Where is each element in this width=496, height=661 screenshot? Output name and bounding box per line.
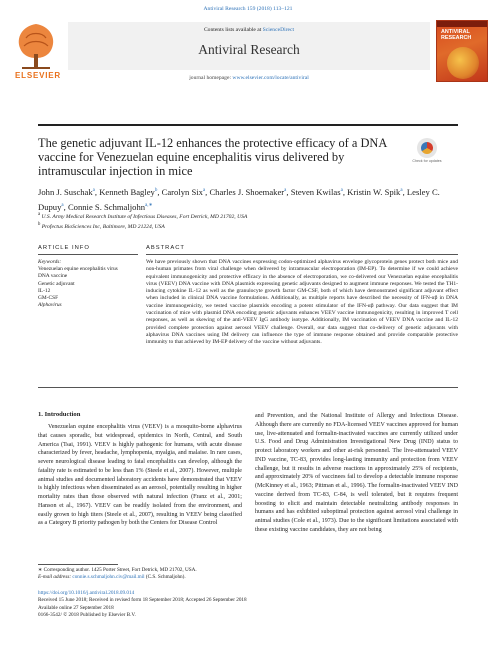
affiliation-item <box>38 211 458 221</box>
received-dates: Received 15 June 2018; Received in revised form 18 September 2018; Accepted 26 September 2018 <box>38 597 247 604</box>
affiliation-text: Profectus BioSciences Inc, Baltimore, MD 21224, USA <box>40 223 165 230</box>
journal-title: Antiviral Research <box>198 42 300 57</box>
email-label: E-mail address: <box>38 574 73 580</box>
email-link[interactable]: connie.s.schmaljohn.civ@mail.mil <box>72 574 145 580</box>
keyword-item: DNA vaccine <box>38 273 68 280</box>
keywords-label: Keywords: <box>38 259 62 265</box>
contents-line <box>68 27 430 33</box>
corresponding-author-note: ∗ Corresponding author. 1425 Porter Street, Fort Detrick, MD 21702, USA. <box>38 567 197 573</box>
footnotes <box>38 567 338 581</box>
header-divider <box>38 124 458 126</box>
crossmark-icon[interactable] <box>417 138 437 158</box>
abstract-heading: ABSTRACT <box>146 245 185 251</box>
author-affiliation-marker[interactable]: a <box>202 188 206 193</box>
author-affiliation-marker[interactable]: b <box>154 188 158 193</box>
intro-paragraph-left: Venezuelan equine encephalitis virus (VEEV) is a mosquito-borne alphavirus that causes sporadic, but widespread, epidemics in North, Central, and South America (Tsai, 1991). VEEV is highly pathogenic for humans, with acute disease characterized by fever, headache, lymphopenia, myalgia, and malaise. In rare cases, severe neurological disease leading to fatal encephalitis can develop, although the fatality rate is estimated to be less than 1% (Steele et al., 2007). However, multiple animal studies and documented laboratory accidents have demonstrated that VEEV is highly infectious when disseminated as an aerosol, potentially resulting in higher mortality rates than those observed with natural infection (Franz et al., 2001; Hanson et al., 1967). VEEV can be readily isolated from the environment, and easily grown to high titers (Steele et al., 2007), resulting in VEEV being classified as a Category B priority pathogen by both the Centers for Disease Control <box>38 424 242 527</box>
affiliation-text: U.S. Army Medical Research Institute of Infectious Diseases, Fort Detrick, MD 21702, USA <box>40 213 248 220</box>
author-name[interactable]: Kenneth Bagley <box>99 186 155 197</box>
author-separator: , <box>205 186 210 197</box>
author-affiliation-marker[interactable]: a <box>340 188 343 193</box>
journal-homepage-line <box>68 75 430 81</box>
masthead-banner <box>68 22 430 70</box>
journal-masthead <box>8 18 488 88</box>
keyword-item: Alphavirus <box>38 302 62 309</box>
keywords-list <box>38 266 138 309</box>
author-affiliation-marker[interactable]: a,∗ <box>145 202 153 208</box>
author-separator: , <box>157 186 162 197</box>
intro-paragraph-right: and Prevention, and the National Institute of Allergy and Infectious Disease. Although there are currently no FDA-licensed VEEV vaccines approved for human use, live-attenuated and formalin-inactivated vaccines are currently utilized under U.S. Food and Drug Administration Investigational New Drug (IND) status to protect laboratory workers and other at-risk personnel. The live-attenuated VEEV IND vaccine, TC-83, provides long-lasting immunity and protection from VEEV challenge, but it results in adverse reactions in approximately 25% of recipients, and approximately 20% of vaccinees fail to develop a detectable immune response (McKinney et al., 1963; Pittman et al., 1996). The formalin-inactivated VEEV IND vaccine derived from TC-83, C-84, is well tolerated, but it requires frequent boosting to elicit and maintain detectable neutralizing antibody responses in humans and has exhibited suboptimal protection against aerosol viral challenge in animal studies (Cole et al., 1973). Due to the significant limitations associated with these existing vaccine candidates, they are not being <box>255 413 458 533</box>
footnote-rule <box>38 564 118 565</box>
cover-top-bar <box>437 21 487 27</box>
doi-link[interactable]: https://doi.org/10.1016/j.antiviral.2018.09.014 <box>38 590 135 596</box>
author-name[interactable]: Carolyn Six <box>161 186 203 197</box>
author-name[interactable]: Steven Kwilas <box>290 186 341 197</box>
author-separator: , <box>402 186 407 197</box>
affiliation-marker: b <box>38 221 41 227</box>
publication-info <box>38 590 338 620</box>
author-affiliation-marker[interactable]: a <box>400 188 403 193</box>
keyword-item: Venezuelan equine encephalitis virus <box>38 266 118 273</box>
author-separator: , <box>63 201 68 212</box>
author-separator: , <box>286 186 291 197</box>
author-name[interactable]: Kristin W. Spik <box>347 186 401 197</box>
email-suffix: (C.S. Schmaljohn). <box>144 574 186 580</box>
contents-prefix: Contents lists available at <box>203 27 263 33</box>
cover-title: ANTIVIRAL RESEARCH <box>441 29 472 41</box>
author-name[interactable]: John J. Suschak <box>38 186 93 197</box>
affiliation-list <box>38 211 458 231</box>
publisher-wordmark: ELSEVIER <box>15 71 61 80</box>
author-list <box>38 184 458 214</box>
journal-reference-link[interactable]: Antiviral Research 159 (2018) 113–121 <box>203 6 293 12</box>
abstract-bottom-rule <box>38 387 458 388</box>
affiliation-marker: a <box>38 212 41 217</box>
cover-artwork <box>447 47 479 79</box>
abstract-rule <box>146 254 458 255</box>
author-affiliation-marker[interactable]: a <box>92 188 95 193</box>
author-affiliation-marker[interactable]: a <box>284 188 287 193</box>
author-name[interactable]: Charles J. Shoemaker <box>209 186 285 197</box>
crossmark-badge <box>421 142 433 154</box>
author-separator: , <box>94 186 100 197</box>
keyword-item: Genetic adjuvant <box>38 280 75 287</box>
article-title: The genetic adjuvant IL-12 enhances the protective efficacy of a DNA vaccine for Venezuelan equine encephalitis virus delivered by intramuscular injection in mice <box>38 136 388 178</box>
author-affiliation-marker[interactable]: a <box>61 202 64 208</box>
keywords-block <box>38 259 138 309</box>
journal-cover-thumbnail[interactable] <box>436 20 488 82</box>
available-online: Available online 27 September 2018 <box>38 604 114 611</box>
journal-reference <box>0 6 496 12</box>
author-separator: , <box>342 186 348 197</box>
elsevier-tree-logo-icon <box>8 18 64 74</box>
email-line <box>38 574 338 581</box>
article-info-rule <box>38 254 138 255</box>
abstract-text: We have previously shown that DNA vaccines expressing codon-optimized alphavirus envelope glycoprotein genes protect both mice and non-human primates from viral challenge when delivered by intramuscular electroporation (IM-EP). To determine if we could achieve equivalent immunogenicity and protective efficacy in the absence of electroporation, we co-delivered our Venezuelan equine encephalitis virus (VEEV) DNA vaccine with DNA plasmids expressing genetic adjuvants designed to augment immune responses. We tested the TH1-inducing cytokine IL-12 as well as the granulocyte growth factor GM-CSF, both of which have demonstrated significant adjuvant effect when included in clinical DNA vaccine formulations. Additionally, as multiple reports have described the necessity of IFN-αβ in DNA vaccine immunogenicity, we tested vaccine plasmids encoding a potent stimulator of the IFN-αβ pathway. Our data suggest that IM vaccination of mice with plasmid DNA encoding genetic adjuvants enhances VEEV vaccine immunogenicity, resulting in improved T cell responses, as well as skewing of the anti-VEEV IgG antibody isotype. Additionally, IM vaccination of VEEV DNA vaccine and IL-12 provided complete protection against aerosol VEEV challenge. Overall, our data suggest that co-delivery of genetic adjuvants with alphavirus DNA vaccines using IM delivery can influence the type of immune response obtained and provide comparable protective immunity to that achieved by IM-EP delivery of the vaccine without adjuvants. <box>146 259 458 346</box>
copyright-line: 0166-3542/ © 2018 Published by Elsevier B.V. <box>38 612 136 619</box>
author-name[interactable]: Lesley C. Dupuy <box>38 186 440 212</box>
sciencedirect-link[interactable]: ScienceDirect <box>262 27 295 33</box>
homepage-prefix: journal homepage: <box>189 75 233 81</box>
homepage-link[interactable]: www.elsevier.com/locate/antiviral <box>232 75 309 81</box>
keyword-item: IL-12 <box>38 287 51 294</box>
author-name[interactable]: Connie S. Schmaljohn <box>67 201 146 212</box>
keyword-item: GM-CSF <box>38 295 59 302</box>
section-heading-introduction: 1. Introduction <box>38 411 81 418</box>
affiliation-item <box>38 221 458 231</box>
crossmark-label: Check for updates <box>412 159 442 163</box>
article-info-heading: ARTICLE INFO <box>38 245 90 251</box>
